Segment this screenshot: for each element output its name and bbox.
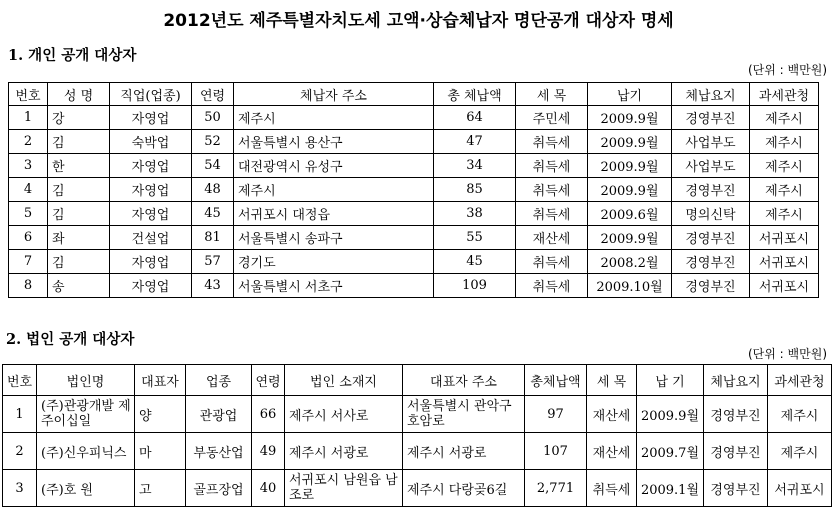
header-representative: 대표자 [135,365,186,396]
cell-business: 부동산업 [186,433,252,470]
cell-name: 김 [48,250,110,274]
cell-age: 81 [192,226,234,250]
header-age: 연령 [252,365,285,396]
cell-address: 대전광역시 유성구 [234,154,434,178]
cell-business: 골프장업 [186,470,252,507]
cell-due: 2009.9월 [588,226,672,250]
cell-corp-name: (주)호 원 [37,470,135,507]
cell-no: 6 [9,226,48,250]
cell-representative: 고 [135,470,186,507]
cell-corp-name: (주)신우피닉스 [37,433,135,470]
cell-name: 한 [48,154,110,178]
header-amount: 총체납액 [525,365,587,396]
cell-job: 자영업 [110,154,192,178]
header-address: 체납자 주소 [234,83,434,106]
table-row [9,154,819,178]
header-tax-type: 세 목 [587,365,637,396]
cell-job: 자영업 [110,250,192,274]
cell-office: 서귀포시 [750,274,819,298]
cell-due: 2009.7월 [637,433,704,470]
cell-due: 2009.6월 [588,202,672,226]
header-due: 납 기 [637,365,704,396]
cell-no: 3 [9,154,48,178]
cell-no: 3 [3,470,37,507]
header-corp-name: 법인명 [37,365,135,396]
section-individual-title: 1. 개인 공개 대상자 [8,47,137,64]
header-reason: 체납요지 [704,365,768,396]
cell-tax-type: 취득세 [587,470,637,507]
cell-amount: 34 [434,154,516,178]
cell-age: 54 [192,154,234,178]
cell-rep-address: 서울특별시 관악구 호암로 [403,396,525,433]
cell-job: 자영업 [110,178,192,202]
cell-office: 제주시 [768,433,832,470]
table-row [9,202,819,226]
cell-due: 2009.1월 [637,470,704,507]
header-reason: 체납요지 [672,83,750,106]
cell-job: 숙박업 [110,130,192,154]
cell-name: 좌 [48,226,110,250]
cell-job: 자영업 [110,106,192,130]
cell-age: 50 [192,106,234,130]
header-due: 납기 [588,83,672,106]
cell-address: 서울특별시 용산구 [234,130,434,154]
cell-name: 김 [48,202,110,226]
cell-no: 7 [9,250,48,274]
cell-age: 43 [192,274,234,298]
cell-reason: 경영부진 [672,250,750,274]
cell-address: 제주시 [234,106,434,130]
table-row [3,433,832,470]
cell-no: 2 [9,130,48,154]
section-corporate-title: 2. 법인 공개 대상자 [6,331,135,348]
header-no: 번호 [9,83,48,106]
cell-no: 5 [9,202,48,226]
table-row [3,396,832,433]
cell-tax-type: 재산세 [587,396,637,433]
table-row [9,130,819,154]
cell-reason: 경영부진 [672,106,750,130]
table-row [9,274,819,298]
cell-corp-location: 제주시 서사로 [285,396,403,433]
cell-name: 강 [48,106,110,130]
cell-tax-type: 취득세 [516,154,588,178]
table-row [9,178,819,202]
cell-due: 2009.9월 [637,396,704,433]
cell-amount: 64 [434,106,516,130]
cell-age: 49 [252,433,285,470]
cell-reason: 사업부도 [672,154,750,178]
individual-delinquents-table [8,82,819,298]
table-row [9,106,819,130]
cell-age: 40 [252,470,285,507]
cell-no: 8 [9,274,48,298]
cell-amount: 85 [434,178,516,202]
cell-tax-type: 주민세 [516,106,588,130]
header-no: 번호 [3,365,37,396]
cell-office: 제주시 [750,154,819,178]
cell-representative: 양 [135,396,186,433]
cell-tax-type: 취득세 [516,250,588,274]
header-name: 성 명 [48,83,110,106]
cell-tax-type: 취득세 [516,178,588,202]
cell-reason: 경영부진 [704,396,768,433]
cell-due: 2009.9월 [588,130,672,154]
header-rep-address: 대표자 주소 [403,365,525,396]
cell-reason: 경영부진 [704,470,768,507]
cell-office: 제주시 [750,106,819,130]
cell-office: 서귀포시 [768,470,832,507]
header-office: 과세관청 [750,83,819,106]
header-amount: 총 체납액 [434,83,516,106]
cell-name: 김 [48,130,110,154]
table-header-row [3,365,832,396]
cell-reason: 명의신탁 [672,202,750,226]
cell-due: 2009.10월 [588,274,672,298]
cell-corp-name: (주)관광개발 제주이십일 [37,396,135,433]
corporate-delinquents-table [2,364,832,507]
cell-reason: 사업부도 [672,130,750,154]
cell-amount: 109 [434,274,516,298]
cell-office: 서귀포시 [750,226,819,250]
cell-corp-location: 제주시 서광로 [285,433,403,470]
cell-tax-type: 재산세 [587,433,637,470]
cell-office: 제주시 [750,130,819,154]
cell-address: 제주시 [234,178,434,202]
cell-rep-address: 제주시 다랑곶6길 [403,470,525,507]
cell-tax-type: 취득세 [516,202,588,226]
cell-office: 서귀포시 [750,250,819,274]
table-row [9,250,819,274]
cell-amount: 107 [525,433,587,470]
cell-age: 52 [192,130,234,154]
cell-name: 송 [48,274,110,298]
cell-address: 서귀포시 대정읍 [234,202,434,226]
section-individual-unit: (단위 : 백만원) [748,63,827,77]
cell-amount: 45 [434,250,516,274]
cell-rep-address: 제주시 서광로 [403,433,525,470]
cell-age: 45 [192,202,234,226]
table-header-row [9,83,819,106]
cell-representative: 마 [135,433,186,470]
cell-address: 경기도 [234,250,434,274]
header-corp-location: 법인 소재지 [285,365,403,396]
cell-no: 2 [3,433,37,470]
cell-business: 관광업 [186,396,252,433]
table-row [3,470,832,507]
cell-due: 2009.9월 [588,178,672,202]
cell-due: 2008.2월 [588,250,672,274]
cell-office: 제주시 [750,178,819,202]
header-tax-type: 세 목 [516,83,588,106]
cell-reason: 경영부진 [704,433,768,470]
cell-address: 서울특별시 서초구 [234,274,434,298]
cell-age: 48 [192,178,234,202]
header-business: 업종 [186,365,252,396]
cell-office: 제주시 [768,396,832,433]
cell-amount: 38 [434,202,516,226]
cell-office: 제주시 [750,202,819,226]
cell-tax-type: 재산세 [516,226,588,250]
section-corporate-unit: (단위 : 백만원) [748,347,827,361]
cell-due: 2009.9월 [588,154,672,178]
cell-amount: 2,771 [525,470,587,507]
cell-amount: 55 [434,226,516,250]
header-age: 연령 [192,83,234,106]
table-row [9,226,819,250]
document-title: 2012년도 제주특별자치도세 고액·상습체납자 명단공개 대상자 명세 [163,11,674,31]
cell-due: 2009.9월 [588,106,672,130]
cell-amount: 47 [434,130,516,154]
cell-address: 서울특별시 송파구 [234,226,434,250]
header-office: 과세관청 [768,365,832,396]
cell-tax-type: 취득세 [516,130,588,154]
cell-age: 66 [252,396,285,433]
cell-age: 57 [192,250,234,274]
cell-job: 자영업 [110,274,192,298]
cell-no: 1 [9,106,48,130]
cell-reason: 경영부진 [672,274,750,298]
cell-no: 4 [9,178,48,202]
cell-job: 자영업 [110,202,192,226]
cell-tax-type: 취득세 [516,274,588,298]
cell-amount: 97 [525,396,587,433]
cell-job: 건설업 [110,226,192,250]
cell-corp-location: 서귀포시 남원읍 남조로 [285,470,403,507]
cell-reason: 경영부진 [672,178,750,202]
header-job: 직업(업종) [110,83,192,106]
cell-reason: 경영부진 [672,226,750,250]
cell-no: 1 [3,396,37,433]
cell-name: 김 [48,178,110,202]
